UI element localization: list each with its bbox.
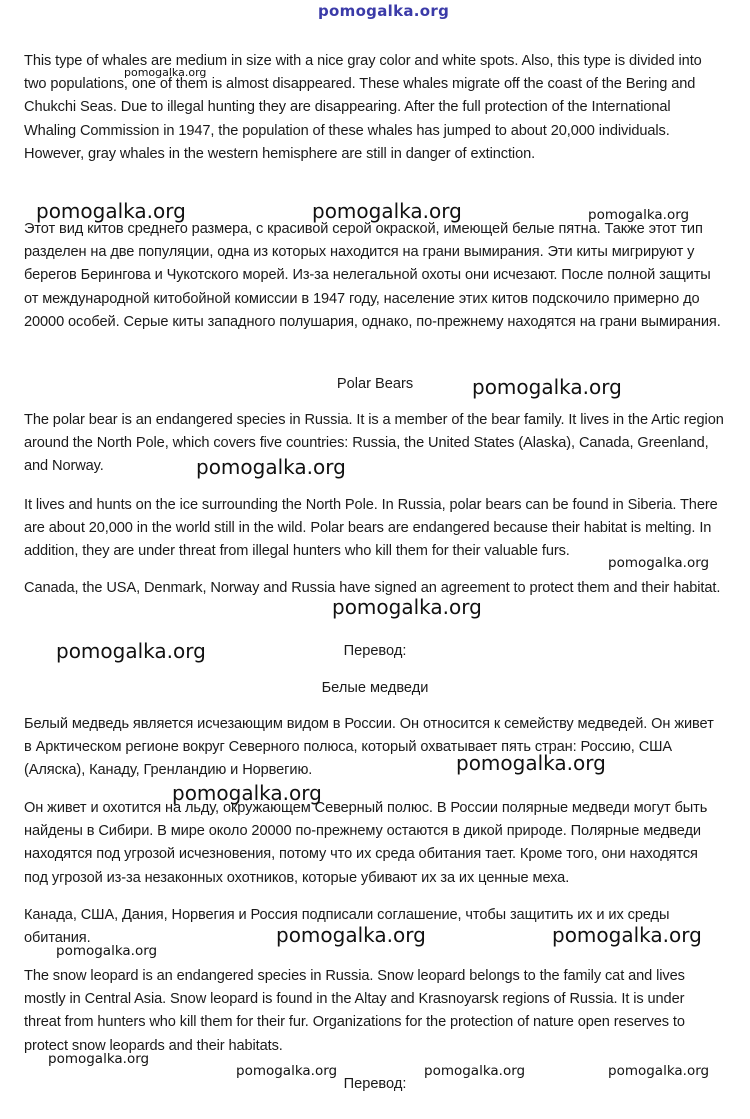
watermark: pomogalka.org	[56, 639, 206, 663]
translation-label: Перевод:	[343, 643, 407, 659]
watermark: pomogalka.org	[608, 1063, 710, 1079]
watermark: pomogalka.org	[472, 375, 622, 399]
heading-polar-bears: Polar Bears	[336, 376, 414, 392]
watermark: pomogalka.org	[196, 455, 346, 479]
paragraph-gray-whales-ru: Этот вид китов среднего размера, с красивой серой окраской, имеющей белые пятна. Также этот тип разделен на две популяции, одна из которых находится на грани вымирания. Эти киты мигрируют у берегов Берингова и Чукотского морей. Из-за нелегальной охоты они исчезают. После полной защиты от международной китобойной комиссии в 1947 году, население этих китов подскочило примерно до 20000 особей. Серые киты западного полушария, однако, по-прежнему находятся на грани вымирания.	[24, 221, 721, 330]
watermark: pomogalka.org	[48, 1051, 150, 1067]
watermark: pomogalka.org	[588, 207, 690, 223]
watermark: pomogalka.org	[36, 199, 186, 223]
paragraph-snow-leopard: The snow leopard is an endangered species in Russia. Snow leopard belongs to the family cat and lives mostly in Central Asia. Snow leopard is found in the Altay and Krasnoyarsk regions of Russia. It is under threat from hunters who kill them for their fur. Organizations for the protection of nature open reserves to protect snow leopards and their habitats.	[24, 968, 685, 1054]
paragraph-gray-whales-en: This type of whales are medium in size with a nice gray color and white spots. Also, this type is divided into two populations, one of them is almost disappeared. These whales migrate off the coast of the Bering and Chukchi Seas. Due to illegal hunting they are disappearing. After the full protection of the International Whaling Commission in 1947, the population of these whales has jumped to about 20,000 individuals. However, gray whales in the western hemisphere are still in danger of extinction.	[24, 53, 702, 162]
heading-polar-bears-ru: Белые медведи	[321, 680, 429, 696]
watermark: pomogalka.org	[424, 1063, 526, 1079]
watermark: pomogalka.org	[312, 199, 462, 223]
paragraph-polar-bears-ru-3: Канада, США, Дания, Норвегия и Россия подписали соглашение, чтобы защитить их и их среды обитания.	[24, 907, 670, 947]
watermark: pomogalka.org	[276, 923, 426, 947]
watermark: pomogalka.org	[608, 555, 710, 571]
watermark: pomogalka.org	[124, 66, 207, 79]
watermark: pomogalka.org	[456, 751, 606, 775]
paragraph-polar-bears-1: The polar bear is an endangered species in Russia. It is a member of the bear family. It lives in the Artic region around the North Pole, which covers five countries: Russia, the United States (Alaska), Canada, Greenland, and Norway.	[24, 412, 724, 475]
paragraph-polar-bears-ru-2: Он живет и охотится на льду, окружающем Северный полюс. В России полярные медведи могут быть найдены в Сибири. В мире около 20000 по-прежнему остаются в дикой природе. Полярные медведи находятся под угрозой исчезновения, потому что их среда обитания тает. Кроме того, они находятся под угрозой из-за незаконных охотников, которые убивают их за их ценные меха.	[24, 800, 708, 886]
paragraph-polar-bears-3: Canada, the USA, Denmark, Norway and Russia have signed an agreement to protect them and their habitat.	[24, 580, 721, 596]
paragraph-polar-bears-ru-1: Белый медведь является исчезающим видом в России. Он относится к семейству медведей. Он живет в Арктическом регионе вокруг Северного полюса, который охватывает пять стран: Россию, США (Аляска), Канаду, Гренландию и Норвегию.	[24, 716, 714, 779]
translation-label-2: Перевод:	[343, 1076, 407, 1092]
paragraph-polar-bears-2: It lives and hunts on the ice surrounding the North Pole. In Russia, polar bears can be found in Siberia. There are about 20,000 in the world still in the wild. Polar bears are endangered because their habitat is melting. In addition, they are under threat from illegal hunters who kill them for their valuable furs.	[24, 497, 718, 560]
watermark: pomogalka.org	[552, 923, 702, 947]
watermark: pomogalka.org	[236, 1063, 338, 1079]
watermark: pomogalka.org	[332, 595, 482, 619]
watermark: pomogalka.org	[56, 943, 158, 959]
watermark: pomogalka.org	[172, 781, 322, 805]
header-watermark: pomogalka.org	[318, 2, 450, 20]
